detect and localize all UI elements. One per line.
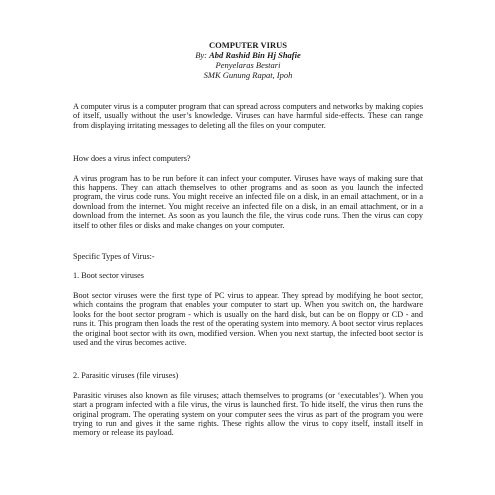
boot-sector-heading: 1. Boot sector viruses <box>73 271 144 281</box>
parasitic-paragraph: Parasitic viruses also known as file viruses; attach themselves to programs (or ‘executables’). When you start a program infected with a file virus, the virus is launched first. To hide itself, the virus then runs the original program. The operating system on your computer sees the virus as part of the program you were trying to run and gives it the same rights. These rights allow the virus to copy itself, install itself in memory or release its payload. <box>73 390 423 438</box>
school-name: SMK Gunung Rapat, Ipoh <box>203 70 293 80</box>
parasitic-heading: 2. Parasitic viruses (file viruses) <box>73 371 179 381</box>
document-header <box>73 40 423 80</box>
boot-sector-paragraph: Boot sector viruses were the first type of PC virus to appear. They spread by modifying he boot sector, which contains the program that enables your computer to start up. When you switch on, the hardware looks for the boot sector program - which is usually on the hard disk, but can be on floppy or CD - and runs it. This program then loads the rest of the operating system into memory. A boot sector virus replaces the original boot sector with its own, modified version. When you next startup, the infected boot sector is used and the virus becomes active. <box>73 290 423 347</box>
intro-paragraph: A computer virus is a computer program that can spread across computers and networks by making copies of itself, usually without the user’s knowledge. Viruses can have harmful side-effects. These can range from displaying irritating messages to deleting all the files on your computer. <box>73 102 423 130</box>
document-title: COMPUTER VIRUS <box>208 40 287 50</box>
document-page <box>73 40 423 438</box>
types-heading: Specific Types of Virus:- <box>73 252 155 262</box>
author-role: Penyelaras Bestari <box>215 60 281 70</box>
infect-question-heading: How does a virus infect computers? <box>73 154 191 164</box>
author-line <box>73 50 423 60</box>
author-prefix: By: <box>195 50 210 60</box>
author-name: Abd Rashid Bin Hj Shafie <box>209 50 301 60</box>
infect-paragraph: A virus program has to be run before it can infect your computer. Viruses have ways of making sure that this happens. They can attach themselves to other programs and as soon as you launch the infected program, the virus code runs. You might receive an infected file on a disk, in an email attachment, or in a download from the internet. You might receive an infected file on a disk, in an email attachment, or in a download from the internet. As soon as you launch the file, the virus code runs. Then the virus can copy itself to other files or disks and make changes on your computer. <box>73 173 423 230</box>
